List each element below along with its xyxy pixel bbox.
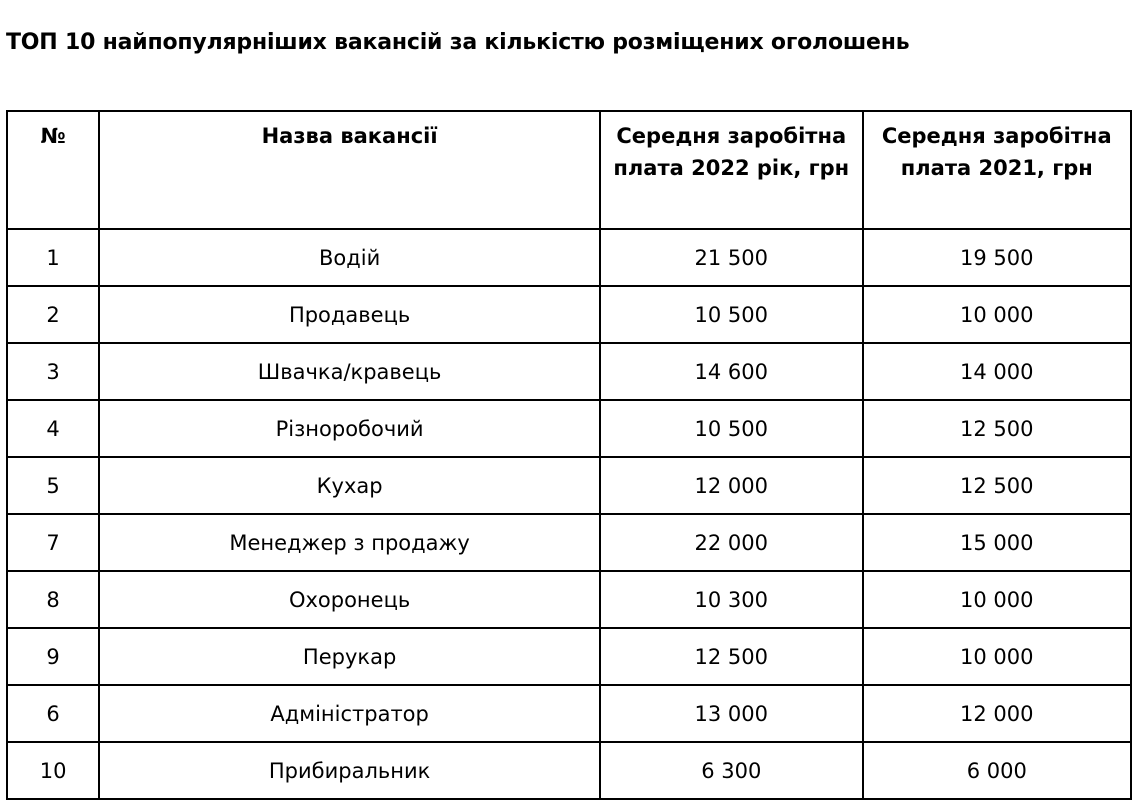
cell-vacancy-name: Менеджер з продажу — [99, 514, 600, 571]
cell-salary-2022: 6 300 — [600, 742, 862, 799]
cell-salary-2022: 22 000 — [600, 514, 862, 571]
header-salary-2021: Середня заробітна плата 2021, грн — [863, 111, 1132, 229]
cell-salary-2022: 12 500 — [600, 628, 862, 685]
table-row — [7, 628, 1131, 685]
table-row — [7, 400, 1131, 457]
table-row — [7, 742, 1131, 799]
table-row — [7, 343, 1131, 400]
cell-vacancy-name: Кухар — [99, 457, 600, 514]
cell-number: 8 — [7, 571, 99, 628]
cell-vacancy-name: Швачка/кравець — [99, 343, 600, 400]
cell-number: 2 — [7, 286, 99, 343]
table-row — [7, 685, 1131, 742]
cell-salary-2022: 10 300 — [600, 571, 862, 628]
table-row — [7, 514, 1131, 571]
cell-salary-2021: 12 500 — [863, 400, 1132, 457]
cell-salary-2022: 10 500 — [600, 400, 862, 457]
cell-number: 4 — [7, 400, 99, 457]
cell-salary-2021: 12 000 — [863, 685, 1132, 742]
cell-salary-2022: 13 000 — [600, 685, 862, 742]
cell-salary-2021: 10 000 — [863, 571, 1132, 628]
cell-vacancy-name: Прибиральник — [99, 742, 600, 799]
header-number: № — [7, 111, 99, 229]
table-row — [7, 571, 1131, 628]
table-row — [7, 229, 1131, 286]
cell-vacancy-name: Охоронець — [99, 571, 600, 628]
cell-vacancy-name: Різноробочий — [99, 400, 600, 457]
cell-vacancy-name: Продавець — [99, 286, 600, 343]
table-row — [7, 286, 1131, 343]
table-row — [7, 457, 1131, 514]
cell-salary-2021: 10 000 — [863, 286, 1132, 343]
cell-salary-2021: 15 000 — [863, 514, 1132, 571]
cell-number: 3 — [7, 343, 99, 400]
cell-number: 9 — [7, 628, 99, 685]
cell-salary-2022: 12 000 — [600, 457, 862, 514]
header-vacancy-name: Назва вакансії — [99, 111, 600, 229]
cell-number: 6 — [7, 685, 99, 742]
cell-number: 1 — [7, 229, 99, 286]
cell-salary-2021: 10 000 — [863, 628, 1132, 685]
cell-salary-2021: 12 500 — [863, 457, 1132, 514]
cell-vacancy-name: Адміністратор — [99, 685, 600, 742]
header-salary-2022: Середня заробітна плата 2022 рік, грн — [600, 111, 862, 229]
cell-number: 5 — [7, 457, 99, 514]
cell-vacancy-name: Перукар — [99, 628, 600, 685]
cell-salary-2022: 14 600 — [600, 343, 862, 400]
cell-vacancy-name: Водій — [99, 229, 600, 286]
cell-number: 7 — [7, 514, 99, 571]
table-header-row — [7, 111, 1131, 229]
vacancies-table — [6, 110, 1132, 800]
cell-salary-2021: 6 000 — [863, 742, 1132, 799]
cell-salary-2022: 21 500 — [600, 229, 862, 286]
cell-salary-2021: 14 000 — [863, 343, 1132, 400]
cell-salary-2021: 19 500 — [863, 229, 1132, 286]
cell-salary-2022: 10 500 — [600, 286, 862, 343]
page-title: ТОП 10 найпопулярніших вакансій за кількістю розміщених оголошень — [6, 30, 910, 55]
cell-number: 10 — [7, 742, 99, 799]
